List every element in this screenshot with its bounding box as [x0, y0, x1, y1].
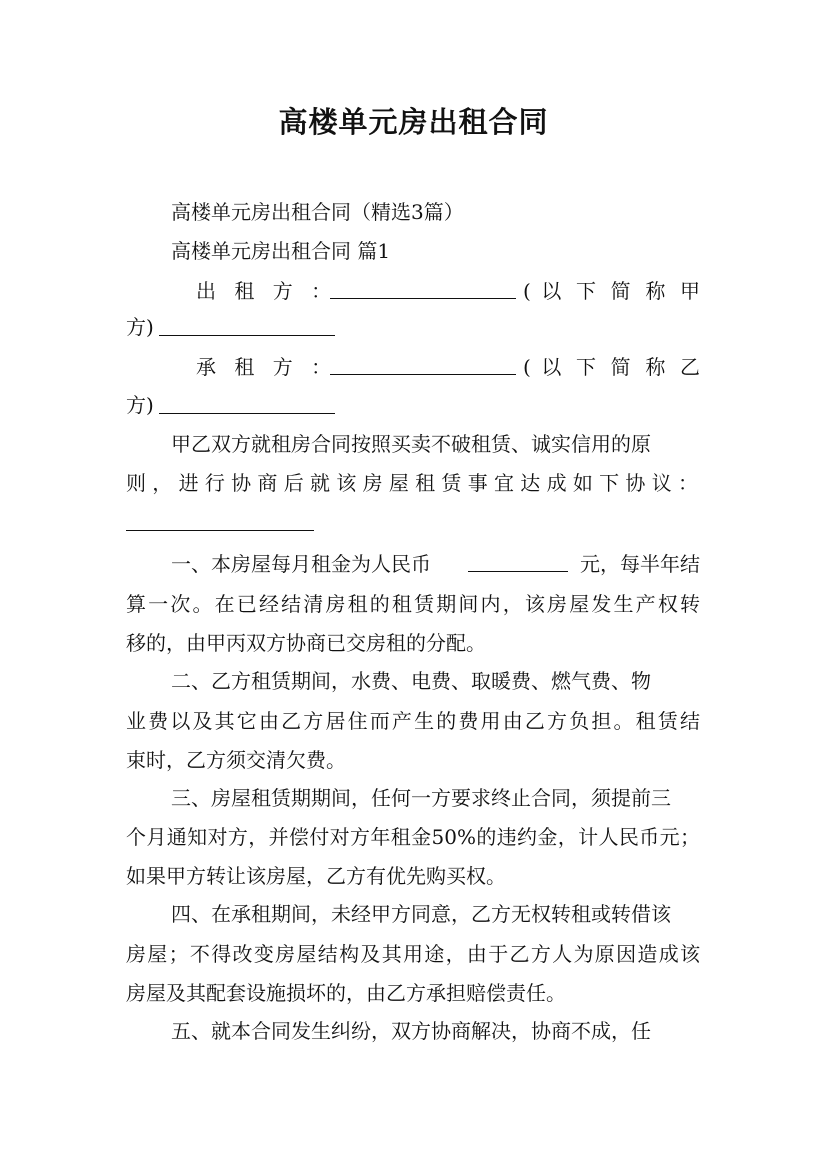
lessor-blank-2	[159, 335, 335, 336]
lessee-suffix-cont: 方)	[126, 393, 154, 417]
intro-blank	[126, 530, 314, 531]
clause3-line-3: 如果甲方转让该房屋，乙方有优先购买权。	[126, 864, 506, 888]
clause4-line-2: 房屋；不得改变房屋结构及其用途，由于乙方人为原因造成该	[126, 942, 700, 966]
lessee-blank-2	[159, 413, 335, 414]
lessor-blank	[330, 298, 516, 299]
lessor-label: 出 租 方 ：	[196, 279, 338, 303]
clause1-line-1a: 一、本房屋每月租金为人民币	[171, 552, 431, 576]
section-heading: 高楼单元房出租合同 篇1	[171, 239, 391, 263]
clause4-line-3: 房屋及其配套设施损坏的，由乙方承担赔偿责任。	[126, 981, 566, 1005]
intro-line-1: 甲乙双方就租房合同按照买卖不破租赁、诚实信用的原	[171, 432, 651, 456]
clause2-line-1: 二、乙方租赁期间，水费、电费、取暖费、燃气费、物	[171, 669, 651, 693]
lessee-blank	[330, 374, 516, 375]
lessor-suffix-cont: 方)	[126, 315, 154, 339]
rent-amount-blank	[468, 571, 568, 572]
clause4-line-1: 四、在承租期间，未经甲方同意，乙方无权转租或转借该	[171, 902, 671, 926]
clause1-line-1b: 元，每半年结	[580, 552, 700, 576]
clause1-line-2: 算一次。在已经结清房租的租赁期间内，该房屋发生产权转	[126, 592, 700, 616]
clause1-line-3: 移的，由甲丙双方协商已交房租的分配。	[126, 631, 486, 655]
clause2-line-3: 束时，乙方须交清欠费。	[126, 748, 346, 772]
lessee-suffix: ( 以 下 简 称 乙	[523, 355, 700, 379]
clause3-line-1: 三、房屋租赁期期间，任何一方要求终止合同，须提前三	[171, 786, 671, 810]
document-subtitle: 高楼单元房出租合同（精选3篇）	[171, 200, 464, 224]
intro-line-2: 则，进行协商后就该房屋租赁事宜达成如下协议：	[126, 471, 700, 495]
lessor-suffix: ( 以 下 简 称 甲	[523, 279, 700, 303]
document-title: 高楼单元房出租合同	[278, 105, 549, 139]
clause3-line-2: 个月通知对方，并偿付对方年租金50%的违约金，计人民币元；	[126, 825, 700, 849]
clause2-line-2: 业费以及其它由乙方居住而产生的费用由乙方负担。租赁结	[126, 709, 700, 733]
clause5-line-1: 五、就本合同发生纠纷，双方协商解决，协商不成，任	[171, 1019, 651, 1043]
lessee-label: 承 租 方 ：	[196, 355, 338, 379]
